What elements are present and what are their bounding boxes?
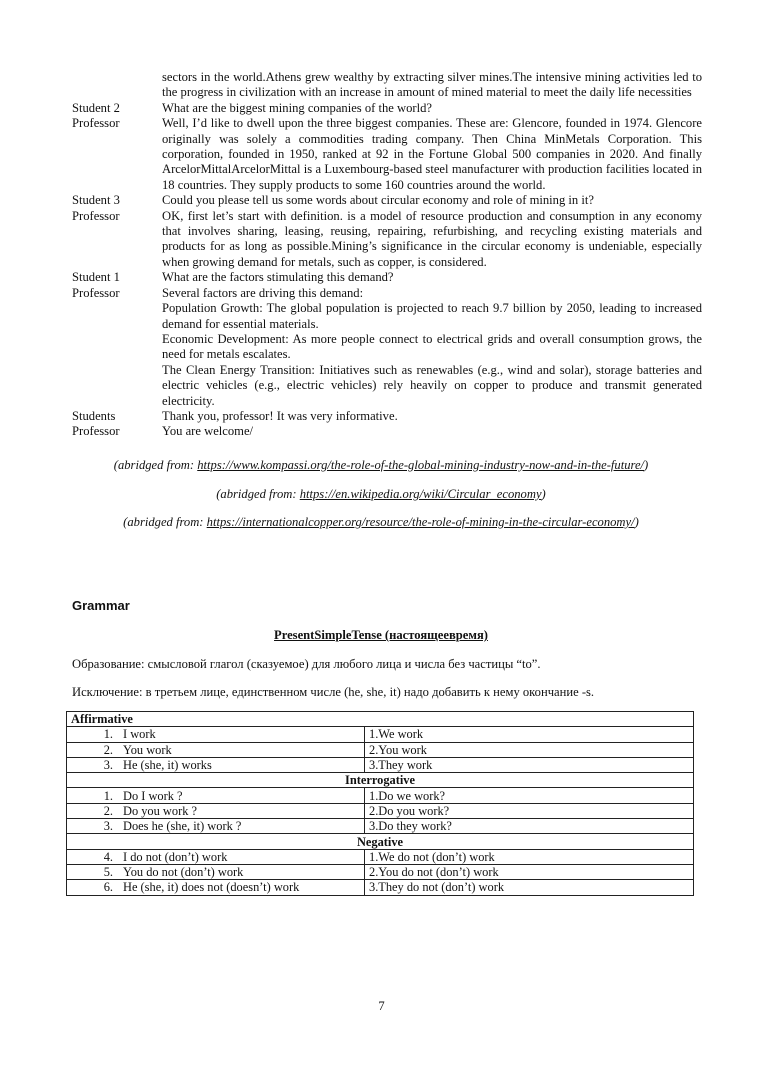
speech-paragraph: What are the factors stimulating this demand?: [162, 270, 394, 285]
table-row: [67, 849, 694, 864]
dialogue-row: [72, 409, 702, 424]
speaker-label: Student 2: [72, 100, 120, 115]
singular-cell: [67, 849, 365, 864]
speech-text: [162, 286, 702, 409]
table-header-row: [67, 773, 694, 788]
singular-form: I do not (don’t) work: [123, 849, 228, 864]
section-header-affirmative: Affirmative: [67, 712, 694, 727]
singular-cell: [67, 727, 365, 742]
speech-paragraph: Population Growth: The global population is projected to reach 9.7 billion by 2050, leading to increased demand for essential materials.: [162, 301, 702, 331]
dialogue-row: [72, 424, 702, 439]
plural-cell: 1.We do not (don’t) work: [365, 849, 694, 864]
table-row: [67, 788, 694, 803]
speech-paragraph: OK, first let’s start with definition. is a model of resource production and consumption in any economy that involves sharing, leasing, reusing, repairing, refurbishing, and recycling existing materials and products for as long as possible.Mining’s significance in the circular economy is undeniable, especially when growing demand for metals, such as copper, is considered.: [162, 208, 702, 269]
dialogue-row: [72, 286, 702, 409]
speech-text: [162, 270, 702, 285]
section-header-negative: Negative: [67, 834, 694, 849]
singular-cell: [67, 803, 365, 818]
speech-paragraph: Well, I’d like to dwell upon the three biggest companies. These are: Glencore, founded in 1974. Glencore originally was solely a commodities trading company. Then China MinMetals Corporation. This corporation, founded in 1950, ranked at 92 in the Fortune Global 500 companies in 2020. And finally ArcelorMittalArcelorMittal is a Luxembourg-based steel manufacturer with production facilities located in 18 countries. They supply products to some 160 countries around the world.: [162, 116, 702, 192]
row-number: 6.: [103, 880, 113, 895]
dialogue-row: [72, 116, 702, 193]
page-number: 7: [378, 999, 385, 1013]
plural-cell: 1.Do we work?: [365, 788, 694, 803]
speaker-label: Professor: [72, 424, 120, 439]
singular-form: Do I work ?: [123, 788, 183, 803]
citation-link[interactable]: https://en.wikipedia.org/wiki/Circular_economy: [299, 487, 542, 501]
citation-link[interactable]: https://www.kompassi.org/the-role-of-the-global-mining-industry-now-and-in-the-future/: [197, 458, 645, 472]
speech-text: [162, 209, 702, 271]
row-number: 3.: [103, 819, 113, 834]
row-number: 1.: [103, 727, 113, 742]
speech-paragraph: Could you please tell us some words about circular economy and role of mining in it?: [162, 193, 594, 208]
formation-text: Образование: смысловой глагол (сказуемое) для любого лица и числа без частицы “to”.: [72, 657, 541, 671]
table-row: [67, 757, 694, 772]
table-row: [67, 864, 694, 879]
singular-cell: [67, 742, 365, 757]
speaker-label: Students: [72, 408, 116, 423]
plural-cell: 3.They do not (don’t) work: [365, 880, 694, 895]
speech-paragraph: Economic Development: As more people connect to electrical grids and overall consumption grows, the need for metals escalates.: [162, 331, 702, 362]
table-row: [67, 742, 694, 757]
singular-cell: [67, 880, 365, 895]
speech-paragraph: What are the biggest mining companies of the world?: [162, 100, 432, 115]
speech-text: [162, 116, 702, 193]
speaker-label: [72, 70, 162, 101]
plural-cell: 2.Do you work?: [365, 803, 694, 818]
dialogue-row: [72, 193, 702, 208]
singular-cell: [67, 788, 365, 803]
speaker-label: Professor: [72, 208, 120, 223]
row-number: 5.: [103, 865, 113, 880]
singular-cell: [67, 819, 365, 834]
dialogue-row: [72, 270, 702, 285]
speech-text: [162, 424, 702, 439]
plural-cell: 2.You work: [365, 742, 694, 757]
table-row: [67, 819, 694, 834]
speech-paragraph: You are welcome/: [162, 424, 254, 439]
row-number: 3.: [103, 758, 113, 773]
plural-cell: 2.You do not (don’t) work: [365, 864, 694, 879]
dialogue-row: [72, 101, 702, 116]
citation-2: (abridged from: https://en.wikipedia.org/wiki/Circular_economy): [216, 487, 546, 501]
speaker-label: Student 3: [72, 193, 120, 208]
speech-text: [162, 70, 702, 101]
conjugation-table: [66, 711, 694, 896]
singular-form: You work: [123, 742, 172, 757]
speech-paragraph: sectors in the world.Athens grew wealthy by extracting silver mines.The intensive mining activities led to the progress in civilization with an increase in amount of mined material to meet the daily life necessities: [162, 70, 702, 100]
singular-form: Does he (she, it) work ?: [123, 819, 242, 834]
dialogue-row: [72, 70, 702, 101]
table-row: [67, 727, 694, 742]
speech-text: [162, 409, 702, 424]
section-heading: Grammar: [72, 598, 130, 613]
table-row: [67, 803, 694, 818]
singular-form: He (she, it) works: [123, 758, 212, 773]
table-header-row: [67, 712, 694, 727]
speaker-label: Student 1: [72, 270, 120, 285]
singular-cell: [67, 864, 365, 879]
speech-paragraph: Several factors are driving this demand:: [162, 285, 364, 300]
speaker-label: Professor: [72, 116, 120, 131]
dialogue-row: [72, 209, 702, 271]
plural-cell: 1.We work: [365, 727, 694, 742]
singular-form: I work: [123, 727, 156, 742]
speech-paragraph: The Clean Energy Transition: Initiatives such as renewables (e.g., wind and solar), storage batteries and electric vehicles (e.g., electric vehicles) rely heavily on copper to produce and transmit generated electricity.: [162, 362, 702, 408]
grammar-title: PresentSimpleTense (настоящеевремя): [274, 628, 488, 642]
dialogue: [72, 70, 702, 440]
speech-text: [162, 193, 702, 208]
row-number: 1.: [103, 788, 113, 803]
row-number: 2.: [103, 803, 113, 818]
plural-cell: 3.Do they work?: [365, 819, 694, 834]
speech-paragraph: Thank you, professor! It was very informative.: [162, 408, 398, 423]
speaker-label: Professor: [72, 285, 120, 300]
speech-text: [162, 101, 702, 116]
citation-link[interactable]: https://internationalcopper.org/resource/the-role-of-mining-in-the-circular-economy/: [206, 515, 635, 529]
singular-cell: [67, 757, 365, 772]
citation-3: (abridged from: https://internationalcopper.org/resource/the-role-of-mining-in-the-circular-economy/): [123, 515, 639, 529]
plural-cell: 3.They work: [365, 757, 694, 772]
row-number: 2.: [103, 742, 113, 757]
table-header-row: [67, 834, 694, 849]
row-number: 4.: [103, 849, 113, 864]
table-row: [67, 880, 694, 895]
exception-text: Исключение: в третьем лице, единственном числе (he, she, it) надо добавить к нему окончание -s.: [72, 685, 595, 699]
citation-1: (abridged from: https://www.kompassi.org/the-role-of-the-global-mining-industry-now-and-in-the-future/): [113, 458, 649, 472]
singular-form: Do you work ?: [123, 803, 197, 818]
singular-form: You do not (don’t) work: [123, 865, 244, 880]
section-header-interrogative: Interrogative: [67, 773, 694, 788]
singular-form: He (she, it) does not (doesn’t) work: [123, 880, 300, 895]
